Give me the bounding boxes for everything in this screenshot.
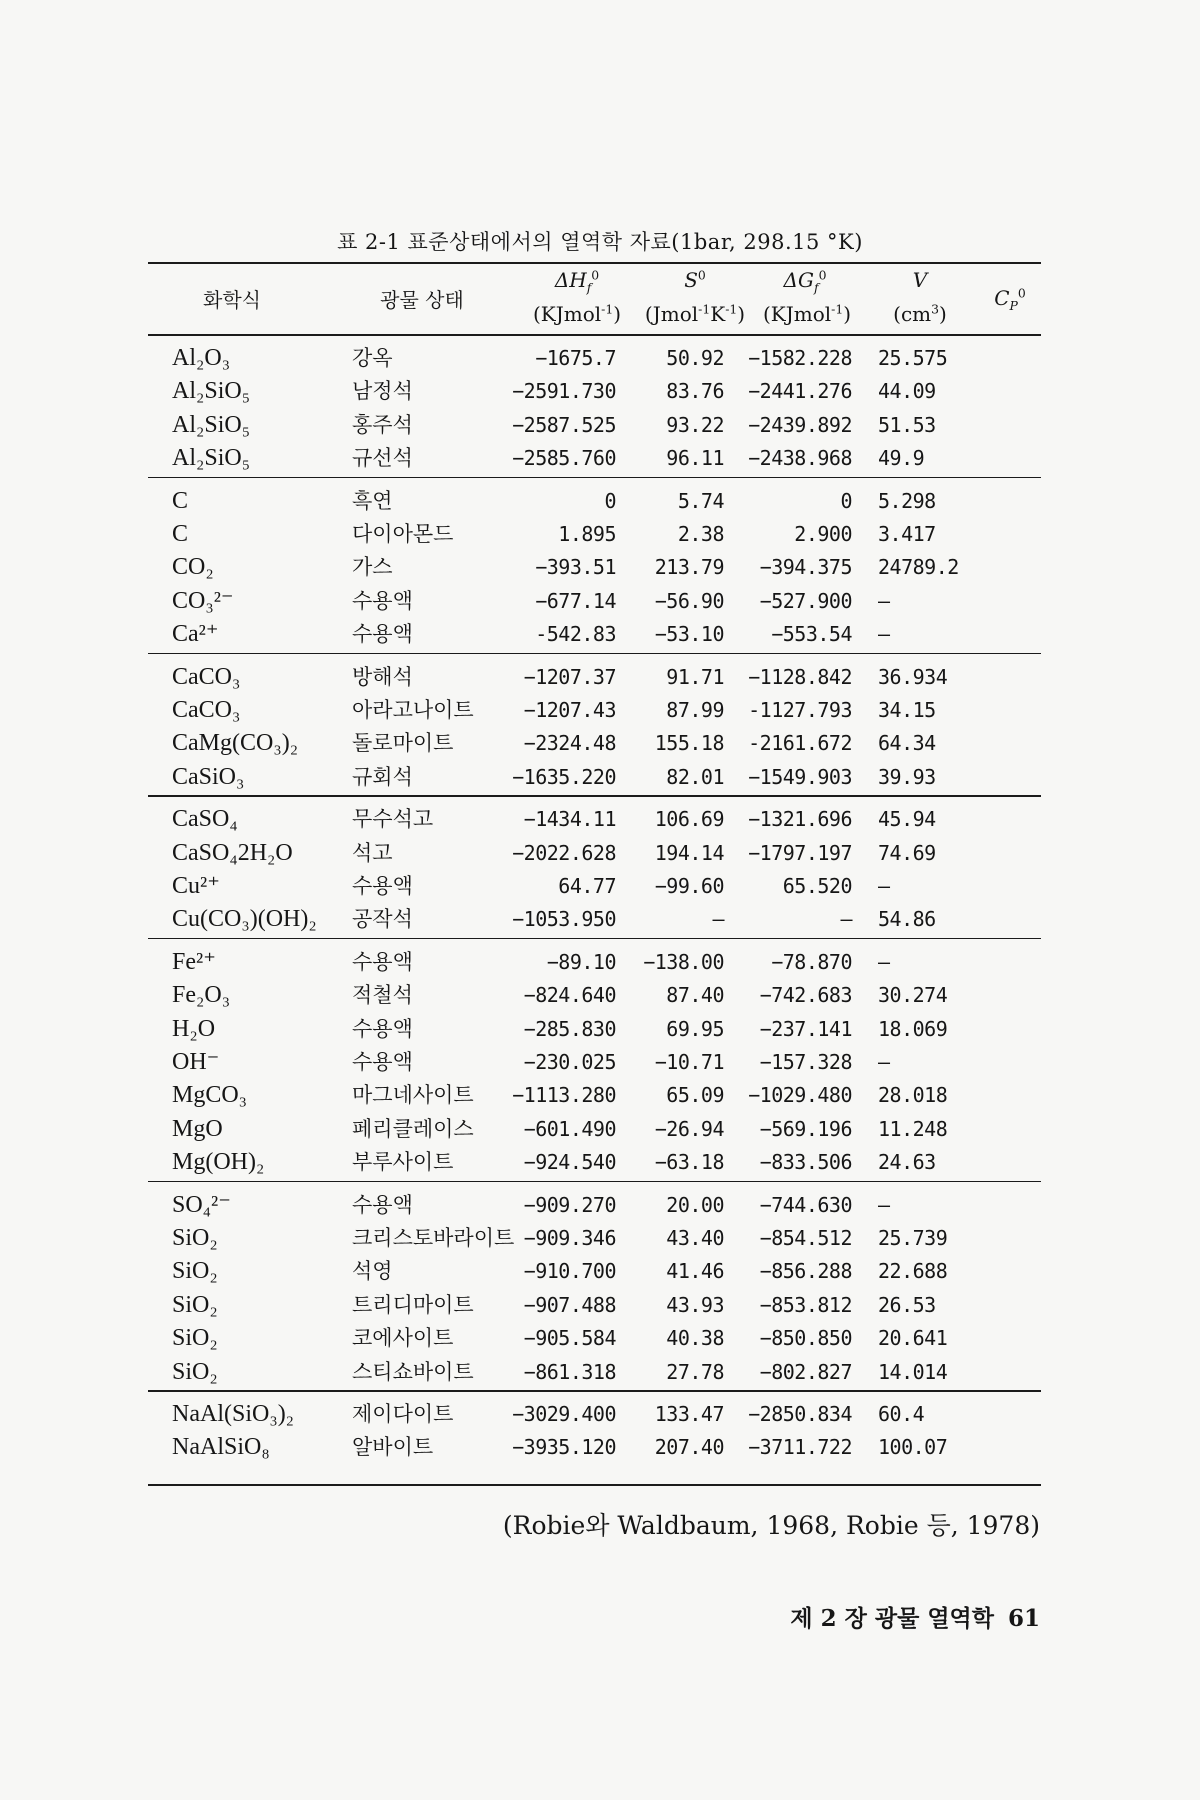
entropy-cell: −10.71 <box>654 1050 724 1074</box>
gibbs-cell: −78.870 <box>771 949 852 974</box>
table-row <box>0 693 1200 727</box>
enthalpy-cell: 0 <box>604 488 616 513</box>
formula-cell: CaSO₄2H₂O <box>172 839 293 866</box>
entropy-cell: 106.69 <box>654 807 724 832</box>
entropy-cell: 155.18 <box>654 731 724 756</box>
header-rule <box>148 334 1041 336</box>
state-cell: 무수석고 <box>352 807 434 832</box>
volume-cell: 39.93 <box>878 764 936 789</box>
table-row <box>0 1355 1200 1389</box>
gibbs-cell: −3711.722 <box>748 1435 852 1460</box>
volume-cell: 24789.2 <box>878 555 959 580</box>
formula-cell: CaCO₃ <box>172 697 241 723</box>
enthalpy-cell: −393.51 <box>535 555 616 580</box>
gibbs-unit: (KJmol <box>762 302 832 326</box>
state-cell: 돌로마이트 <box>352 731 454 756</box>
formula-cell: Cu(CO₃)(OH)₂ <box>172 906 317 933</box>
table-row <box>0 1221 1200 1255</box>
entropy-cell: −26.94 <box>654 1116 724 1141</box>
enthalpy-cell: −824.640 <box>523 983 616 1008</box>
state-cell: 강옥 <box>352 346 393 370</box>
header-gibbs-unit: (KJmol$^{-1}$) <box>762 301 852 326</box>
gibbs-cell: −2438.968 <box>748 446 852 471</box>
gibbs-cell: -1127.793 <box>748 698 852 722</box>
heat-capacity-symbol: C <box>994 286 1010 310</box>
formula-cell: CaMg(CO₃)₂ <box>172 730 299 757</box>
gibbs-cell: −2441.276 <box>748 379 852 404</box>
chapter-title: 제 2 장 광물 열역학 <box>790 1605 994 1632</box>
table-bottom-rule <box>148 1484 1041 1486</box>
volume-cell: 36.934 <box>878 664 948 689</box>
enthalpy-cell: −601.490 <box>523 1116 616 1141</box>
table-row <box>0 802 1200 836</box>
enthalpy-cell: −285.830 <box>523 1016 616 1041</box>
formula-cell: Fe²⁺ <box>172 948 216 975</box>
gibbs-cell: −1321.696 <box>748 807 852 832</box>
header-formula: 화학식 <box>203 288 261 312</box>
volume-cell: — <box>878 874 890 898</box>
table-row <box>0 584 1200 618</box>
gibbs-cell: −569.196 <box>759 1116 852 1141</box>
table-row <box>0 660 1200 694</box>
table-row <box>0 441 1200 475</box>
entropy-cell: 91.71 <box>666 664 724 689</box>
formula-cell: CO₂ <box>172 554 214 581</box>
table-row <box>0 1288 1200 1322</box>
state-cell: 수용액 <box>352 1016 413 1041</box>
entropy-cell: −56.90 <box>654 588 724 613</box>
formula-cell: SiO₂ <box>172 1291 218 1318</box>
table-row <box>0 1430 1200 1464</box>
gibbs-cell: -2161.672 <box>748 731 852 756</box>
state-cell: 석영 <box>352 1259 393 1284</box>
volume-cell: 14.014 <box>878 1359 948 1384</box>
enthalpy-cell: −230.025 <box>523 1050 616 1074</box>
entropy-cell: 93.22 <box>666 412 724 437</box>
formula-cell: NaAlSiO₈ <box>172 1434 270 1461</box>
enthalpy-cell: −3935.120 <box>512 1435 616 1460</box>
enthalpy-cell: −2591.730 <box>512 379 616 404</box>
entropy-unit: (Jmol <box>644 302 699 326</box>
table-row <box>0 1012 1200 1046</box>
entropy-cell: 213.79 <box>654 555 724 580</box>
formula-cell: Ca²⁺ <box>172 621 219 648</box>
gibbs-cell: −1582.228 <box>748 346 852 370</box>
state-cell: 알바이트 <box>352 1435 434 1460</box>
formula-cell: MgCO₃ <box>172 1082 248 1109</box>
table-row <box>0 760 1200 794</box>
formula-cell: Cu²⁺ <box>172 873 220 899</box>
gibbs-cell: −237.141 <box>759 1016 852 1041</box>
gibbs-cell: −527.900 <box>759 588 852 613</box>
enthalpy-cell: −907.488 <box>523 1292 616 1317</box>
formula-cell: SO₄²⁻ <box>172 1191 231 1218</box>
enthalpy-cell: −677.14 <box>535 588 616 613</box>
enthalpy-cell: −1207.43 <box>523 698 616 722</box>
gibbs-cell: −742.683 <box>759 983 852 1008</box>
entropy-cell: 96.11 <box>666 446 724 471</box>
header-volume <box>890 270 950 290</box>
volume-cell: 45.94 <box>878 807 936 832</box>
entropy-cell: −53.10 <box>654 622 724 647</box>
formula-cell: Al₂SiO₅ <box>172 378 251 405</box>
source-citation: (Robie와 Waldbaum, 1968, Robie 등, 1978) <box>502 1511 1040 1540</box>
enthalpy-cell: −2324.48 <box>523 731 616 756</box>
formula-cell: Al₂SiO₅ <box>172 411 251 438</box>
entropy-cell: 43.40 <box>666 1226 724 1250</box>
gibbs-cell: −744.630 <box>759 1192 852 1217</box>
table-row <box>0 945 1200 979</box>
volume-cell: 49.9 <box>878 446 925 471</box>
gibbs-cell: −553.54 <box>771 622 852 647</box>
gibbs-cell: −2439.892 <box>748 412 852 437</box>
group-separator-rule <box>148 1390 1041 1392</box>
entropy-cell: 207.40 <box>654 1435 724 1460</box>
enthalpy-cell: −861.318 <box>523 1359 616 1384</box>
state-cell: 제이다이트 <box>352 1402 454 1426</box>
gibbs-cell: −394.375 <box>759 555 852 580</box>
group-separator-rule <box>148 653 1041 655</box>
header-enthalpy-unit: (KJmol$^{-1}$) <box>532 301 622 326</box>
gibbs-cell: −157.328 <box>759 1050 852 1074</box>
volume-cell: 34.15 <box>878 698 936 722</box>
state-cell: 스티쇼바이트 <box>352 1359 474 1384</box>
entropy-cell: 87.40 <box>666 983 724 1008</box>
state-cell: 페리클레이스 <box>352 1116 474 1141</box>
table-row <box>0 902 1200 936</box>
enthalpy-cell: −2587.525 <box>512 412 616 437</box>
entropy-cell: 43.93 <box>666 1292 724 1317</box>
gibbs-cell: −850.850 <box>759 1326 852 1351</box>
formula-cell: CaCO₃ <box>172 663 241 690</box>
enthalpy-cell: −2585.760 <box>512 446 616 471</box>
gibbs-cell: −802.827 <box>759 1359 852 1384</box>
table-row <box>0 550 1200 584</box>
volume-cell: 64.34 <box>878 731 936 756</box>
enthalpy-cell: −89.10 <box>546 949 616 974</box>
entropy-cell: — <box>712 907 724 932</box>
formula-cell: CaSiO₃ <box>172 763 245 790</box>
volume-cell: 3.417 <box>878 522 936 546</box>
header-gibbs: $\Delta G_f^0$ <box>783 267 827 295</box>
state-cell: 수용액 <box>352 622 413 647</box>
formula-cell: Al₂O₃ <box>172 345 231 371</box>
gibbs-cell: −854.512 <box>759 1226 852 1250</box>
gibbs-cell: −856.288 <box>759 1259 852 1284</box>
gibbs-cell: −833.506 <box>759 1150 852 1175</box>
table-row <box>0 978 1200 1012</box>
header-entropy: $S^0$ <box>684 267 706 292</box>
table-row <box>0 1254 1200 1288</box>
volume-cell: 24.63 <box>878 1150 936 1175</box>
table-row <box>0 1321 1200 1355</box>
table-row <box>0 374 1200 408</box>
volume-cell: 30.274 <box>878 983 948 1008</box>
volume-cell: 51.53 <box>878 412 936 437</box>
table-row <box>0 1188 1200 1222</box>
entropy-cell: 41.46 <box>666 1259 724 1284</box>
state-cell: 남정석 <box>352 379 413 404</box>
formula-cell: MgO <box>172 1115 223 1142</box>
table-row <box>0 617 1200 651</box>
enthalpy-cell: −910.700 <box>523 1259 616 1284</box>
enthalpy-cell: −1053.950 <box>512 907 616 932</box>
volume-cell: — <box>878 1050 890 1074</box>
entropy-cell: 5.74 <box>677 488 724 513</box>
gibbs-cell: −2850.834 <box>748 1402 852 1426</box>
formula-cell: SiO₂ <box>172 1258 218 1285</box>
enthalpy-symbol: ΔH <box>554 268 587 292</box>
volume-cell: 11.248 <box>878 1116 948 1141</box>
entropy-cell: 83.76 <box>666 379 724 404</box>
table-row <box>0 726 1200 760</box>
entropy-cell: 82.01 <box>666 764 724 789</box>
state-cell: 적철석 <box>352 983 413 1008</box>
group-separator-rule <box>148 938 1041 940</box>
state-cell: 홍주석 <box>352 412 413 437</box>
state-cell: 규선석 <box>352 446 413 471</box>
state-cell: 트리디마이트 <box>352 1292 474 1317</box>
volume-cell: 54.86 <box>878 907 936 932</box>
header-heat-capacity: $C_P^0$ <box>994 285 1026 313</box>
volume-cell: — <box>878 588 890 613</box>
entropy-cell: 27.78 <box>666 1359 724 1384</box>
state-cell: 다이아몬드 <box>352 522 454 546</box>
header-volume-unit: $(cm^3)$ <box>893 301 947 326</box>
state-cell: 코에사이트 <box>352 1326 454 1351</box>
formula-cell: Al₂SiO₅ <box>172 445 251 472</box>
entropy-cell: 87.99 <box>666 698 724 722</box>
entropy-cell: 65.09 <box>666 1083 724 1108</box>
gibbs-cell: −1029.480 <box>748 1083 852 1108</box>
state-cell: 규회석 <box>352 764 413 789</box>
gibbs-cell: −853.812 <box>759 1292 852 1317</box>
enthalpy-unit: (KJmol <box>532 302 602 326</box>
group-separator-rule <box>148 795 1041 797</box>
entropy-symbol: S <box>684 268 698 292</box>
state-cell: 수용액 <box>352 588 413 613</box>
table-caption: 표 2-1 표준상태에서의 열역학 자료(1bar, 298.15 °K) <box>337 230 863 254</box>
group-separator-rule <box>148 1181 1041 1183</box>
enthalpy-cell: −3029.400 <box>512 1402 616 1426</box>
formula-cell: H₂O <box>172 1015 216 1042</box>
formula-cell: CaSO₄ <box>172 806 238 833</box>
table-row <box>0 836 1200 870</box>
state-cell: 수용액 <box>352 1192 413 1217</box>
volume-cell: 5.298 <box>878 488 936 513</box>
state-cell: 수용액 <box>352 1050 413 1074</box>
table-top-rule <box>148 262 1041 264</box>
state-cell: 가스 <box>352 555 393 580</box>
formula-cell: SiO₂ <box>172 1325 218 1352</box>
table-row <box>0 341 1200 375</box>
volume-cell: — <box>878 622 890 647</box>
table-row <box>0 517 1200 551</box>
page-footer <box>700 1600 1040 1633</box>
enthalpy-cell: −2022.628 <box>512 840 616 865</box>
enthalpy-cell: −909.346 <box>523 1226 616 1250</box>
gibbs-cell: 2.900 <box>794 522 852 546</box>
volume-cell: 26.53 <box>878 1292 936 1317</box>
enthalpy-cell: −1434.11 <box>523 807 616 832</box>
state-cell: 수용액 <box>352 949 413 974</box>
formula-cell: NaAl(SiO₃)₂ <box>172 1401 295 1427</box>
entropy-cell: −99.60 <box>654 874 724 898</box>
formula-cell: C <box>172 487 189 514</box>
enthalpy-cell: 1.895 <box>558 522 616 546</box>
table-row <box>0 1112 1200 1146</box>
state-cell: 마그네사이트 <box>352 1083 474 1108</box>
state-cell: 공작석 <box>352 907 413 932</box>
volume-cell: 25.575 <box>878 346 948 370</box>
volume-cell: — <box>878 1192 890 1217</box>
formula-cell: SiO₂ <box>172 1358 218 1385</box>
entropy-cell: 133.47 <box>654 1402 724 1426</box>
volume-cell: 28.018 <box>878 1083 948 1108</box>
gibbs-cell: −1797.197 <box>748 840 852 865</box>
formula-cell: Fe₂O₃ <box>172 982 231 1009</box>
gibbs-cell: 0 <box>840 488 852 513</box>
entropy-cell: 2.38 <box>677 522 724 546</box>
gibbs-cell: 65.520 <box>782 874 852 898</box>
volume-cell: 74.69 <box>878 840 936 865</box>
table-row <box>0 408 1200 442</box>
enthalpy-cell: −1635.220 <box>512 764 616 789</box>
table-row <box>0 1397 1200 1431</box>
formula-cell: CO₃²⁻ <box>172 587 234 614</box>
enthalpy-cell: 64.77 <box>558 874 616 898</box>
table-row <box>0 1078 1200 1112</box>
gibbs-cell: — <box>840 907 852 932</box>
formula-cell: OH⁻ <box>172 1049 220 1075</box>
enthalpy-cell: −905.584 <box>523 1326 616 1351</box>
enthalpy-cell: −909.270 <box>523 1192 616 1217</box>
volume-symbol: V <box>912 268 928 292</box>
group-separator-rule <box>148 477 1041 479</box>
formula-cell: SiO₂ <box>172 1225 218 1251</box>
enthalpy-cell: −1113.280 <box>512 1083 616 1108</box>
gibbs-cell: −1128.842 <box>748 664 852 689</box>
header-entropy-unit: $(Jmol^{-1}K^{-1})$ <box>644 301 746 326</box>
state-cell: 석고 <box>352 840 393 865</box>
volume-unit: (cm <box>893 302 932 326</box>
state-cell: 방해석 <box>352 664 413 689</box>
formula-cell: C <box>172 521 189 547</box>
entropy-cell: −138.00 <box>643 949 724 974</box>
volume-cell: 60.4 <box>878 1402 925 1426</box>
volume-cell: 20.641 <box>878 1326 948 1351</box>
volume-cell: 25.739 <box>878 1226 948 1250</box>
table-row <box>0 1145 1200 1179</box>
state-cell: 크리스토바라이트 <box>352 1226 515 1250</box>
header-state: 광물 상태 <box>380 288 464 312</box>
volume-cell: 22.688 <box>878 1259 948 1284</box>
entropy-cell: 69.95 <box>666 1016 724 1041</box>
state-cell: 수용액 <box>352 874 413 898</box>
entropy-cell: 40.38 <box>666 1326 724 1351</box>
enthalpy-cell: -542.83 <box>535 622 616 647</box>
entropy-cell: 194.14 <box>654 840 724 865</box>
gibbs-cell: −1549.903 <box>748 764 852 789</box>
volume-cell: 18.069 <box>878 1016 948 1041</box>
state-cell: 아라고나이트 <box>352 698 474 722</box>
enthalpy-cell: −924.540 <box>523 1150 616 1175</box>
table-row <box>0 869 1200 903</box>
volume-cell: 44.09 <box>878 379 936 404</box>
enthalpy-cell: −1675.7 <box>535 346 616 370</box>
entropy-cell: −63.18 <box>654 1150 724 1175</box>
page-number: 61 <box>1007 1605 1040 1632</box>
table-row <box>0 484 1200 518</box>
volume-cell: — <box>878 949 890 974</box>
volume-cell: 100.07 <box>878 1435 948 1460</box>
entropy-cell: 20.00 <box>666 1192 724 1217</box>
enthalpy-cell: −1207.37 <box>523 664 616 689</box>
gibbs-symbol: ΔG <box>783 268 814 292</box>
header-enthalpy: $\Delta H_f^0$ <box>554 267 600 295</box>
formula-cell: Mg(OH)₂ <box>172 1149 265 1176</box>
table-row <box>0 1045 1200 1079</box>
state-cell: 흑연 <box>352 488 393 513</box>
entropy-cell: 50.92 <box>666 346 724 370</box>
state-cell: 부루사이트 <box>352 1150 454 1175</box>
